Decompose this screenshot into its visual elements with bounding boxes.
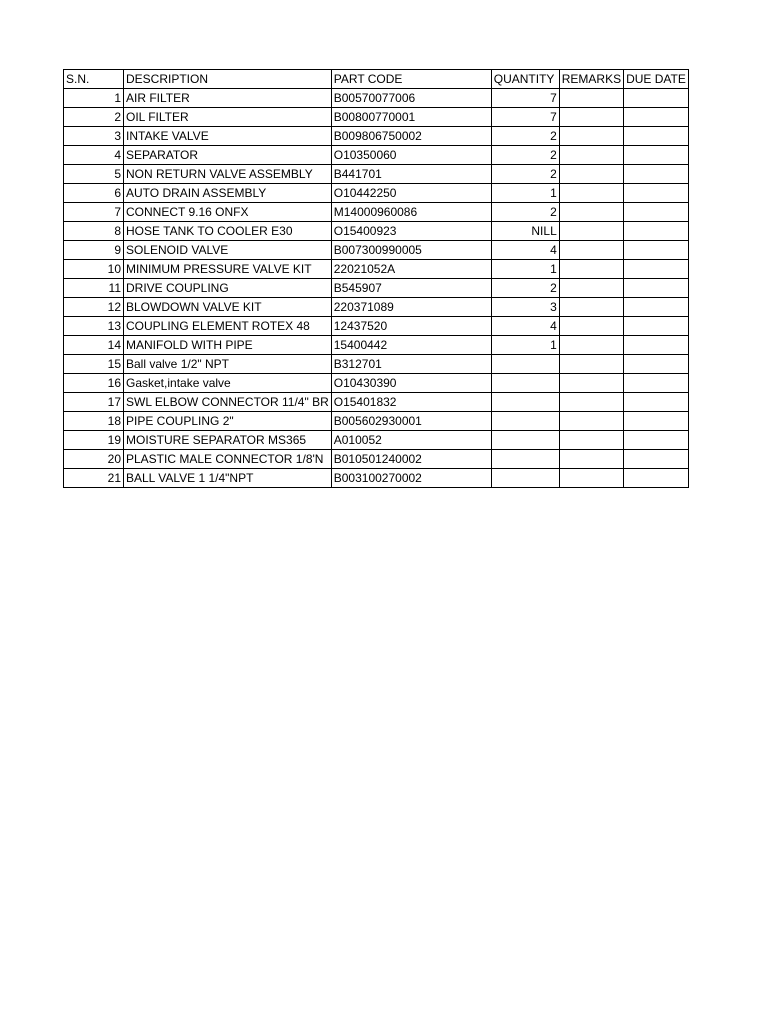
cell-sn[interactable]: 1 — [64, 89, 124, 108]
table-row — [64, 222, 689, 241]
cell-due-date[interactable] — [624, 431, 689, 450]
table-row — [64, 165, 689, 184]
table-row — [64, 260, 689, 279]
cell-remarks[interactable] — [559, 393, 623, 412]
cell-due-date[interactable] — [624, 203, 689, 222]
cell-quantity[interactable] — [491, 450, 559, 469]
cell-quantity[interactable]: 4 — [491, 241, 559, 260]
cell-description[interactable]: HOSE TANK TO COOLER E30 — [124, 222, 332, 241]
table-row — [64, 393, 689, 412]
cell-remarks[interactable] — [559, 89, 623, 108]
cell-remarks[interactable] — [559, 317, 623, 336]
cell-quantity[interactable]: 7 — [491, 108, 559, 127]
cell-description[interactable]: PLASTIC MALE CONNECTOR 1/8'N — [124, 450, 332, 469]
header-due-date[interactable]: DUE DATE — [624, 70, 689, 89]
cell-remarks[interactable] — [559, 165, 623, 184]
table-row — [64, 203, 689, 222]
cell-description[interactable]: PIPE COUPLING 2" — [124, 412, 332, 431]
cell-part-code[interactable]: O15400923 — [331, 222, 491, 241]
cell-due-date[interactable] — [624, 355, 689, 374]
cell-sn[interactable]: 8 — [64, 222, 124, 241]
cell-sn[interactable]: 7 — [64, 203, 124, 222]
cell-part-code[interactable]: O10442250 — [331, 184, 491, 203]
cell-due-date[interactable] — [624, 241, 689, 260]
cell-quantity[interactable]: 2 — [491, 127, 559, 146]
cell-due-date[interactable] — [624, 108, 689, 127]
cell-due-date[interactable] — [624, 127, 689, 146]
cell-quantity[interactable]: 3 — [491, 298, 559, 317]
cell-description[interactable]: COUPLING ELEMENT ROTEX 48 — [124, 317, 332, 336]
cell-remarks[interactable] — [559, 450, 623, 469]
table-row — [64, 317, 689, 336]
cell-part-code[interactable]: B009806750002 — [331, 127, 491, 146]
table-row — [64, 146, 689, 165]
cell-sn[interactable]: 9 — [64, 241, 124, 260]
cell-description[interactable]: MANIFOLD WITH PIPE — [124, 336, 332, 355]
cell-description[interactable]: AUTO DRAIN ASSEMBLY — [124, 184, 332, 203]
header-row — [64, 70, 689, 89]
cell-remarks[interactable] — [559, 184, 623, 203]
cell-due-date[interactable] — [624, 298, 689, 317]
cell-part-code[interactable]: M14000960086 — [331, 203, 491, 222]
cell-description[interactable]: Ball valve 1/2" NPT — [124, 355, 332, 374]
cell-quantity[interactable] — [491, 393, 559, 412]
cell-description[interactable]: MINIMUM PRESSURE VALVE KIT — [124, 260, 332, 279]
cell-description[interactable]: MOISTURE SEPARATOR MS365 — [124, 431, 332, 450]
cell-quantity[interactable]: 7 — [491, 89, 559, 108]
header-remarks[interactable]: REMARKS — [559, 70, 623, 89]
cell-quantity[interactable] — [491, 355, 559, 374]
cell-due-date[interactable] — [624, 450, 689, 469]
header-description[interactable]: DESCRIPTION — [124, 70, 332, 89]
cell-due-date[interactable] — [624, 469, 689, 488]
cell-due-date[interactable] — [624, 184, 689, 203]
cell-quantity[interactable]: 2 — [491, 279, 559, 298]
cell-part-code[interactable]: B003100270002 — [331, 469, 491, 488]
table-row — [64, 336, 689, 355]
cell-due-date[interactable] — [624, 222, 689, 241]
cell-quantity[interactable]: 4 — [491, 317, 559, 336]
cell-due-date[interactable] — [624, 279, 689, 298]
cell-quantity[interactable] — [491, 469, 559, 488]
cell-sn[interactable]: 3 — [64, 127, 124, 146]
parts-table — [63, 69, 689, 488]
table-body — [64, 89, 689, 488]
cell-remarks[interactable] — [559, 412, 623, 431]
cell-sn[interactable]: 11 — [64, 279, 124, 298]
cell-description[interactable]: OIL FILTER — [124, 108, 332, 127]
cell-sn[interactable]: 15 — [64, 355, 124, 374]
cell-remarks[interactable] — [559, 298, 623, 317]
cell-quantity[interactable] — [491, 431, 559, 450]
cell-remarks[interactable] — [559, 108, 623, 127]
cell-part-code[interactable]: B00800770001 — [331, 108, 491, 127]
cell-remarks[interactable] — [559, 203, 623, 222]
cell-description[interactable]: CONNECT 9.16 ONFX — [124, 203, 332, 222]
cell-quantity[interactable]: 1 — [491, 184, 559, 203]
cell-description[interactable]: SOLENOID VALVE — [124, 241, 332, 260]
cell-description[interactable]: SEPARATOR — [124, 146, 332, 165]
cell-quantity[interactable]: 2 — [491, 146, 559, 165]
table-row — [64, 279, 689, 298]
cell-sn[interactable]: 6 — [64, 184, 124, 203]
cell-due-date[interactable] — [624, 260, 689, 279]
cell-part-code[interactable]: 220371089 — [331, 298, 491, 317]
cell-part-code[interactable]: O10430390 — [331, 374, 491, 393]
table-row — [64, 450, 689, 469]
cell-description[interactable]: INTAKE VALVE — [124, 127, 332, 146]
cell-sn[interactable]: 13 — [64, 317, 124, 336]
cell-sn[interactable]: 20 — [64, 450, 124, 469]
table-row — [64, 89, 689, 108]
cell-description[interactable]: BLOWDOWN VALVE KIT — [124, 298, 332, 317]
cell-part-code[interactable]: 22021052A — [331, 260, 491, 279]
cell-part-code[interactable]: B005602930001 — [331, 412, 491, 431]
cell-part-code[interactable]: O15401832 — [331, 393, 491, 412]
cell-due-date[interactable] — [624, 336, 689, 355]
cell-description[interactable]: SWL ELBOW CONNECTOR 11/4" BR — [124, 393, 332, 412]
cell-quantity[interactable]: 1 — [491, 260, 559, 279]
table-row — [64, 374, 689, 393]
cell-description[interactable]: AIR FILTER — [124, 89, 332, 108]
cell-remarks[interactable] — [559, 127, 623, 146]
header-part-code[interactable]: PART CODE — [331, 70, 491, 89]
cell-part-code[interactable]: B312701 — [331, 355, 491, 374]
cell-remarks[interactable] — [559, 146, 623, 165]
cell-part-code[interactable]: A010052 — [331, 431, 491, 450]
cell-sn[interactable]: 17 — [64, 393, 124, 412]
header-quantity[interactable]: QUANTITY — [491, 70, 559, 89]
cell-sn[interactable]: 12 — [64, 298, 124, 317]
cell-remarks[interactable] — [559, 260, 623, 279]
cell-part-code[interactable]: 12437520 — [331, 317, 491, 336]
header-sn[interactable]: S.N. — [64, 70, 124, 89]
cell-sn[interactable]: 10 — [64, 260, 124, 279]
cell-part-code[interactable]: B00570077006 — [331, 89, 491, 108]
table-row — [64, 108, 689, 127]
cell-description[interactable]: NON RETURN VALVE ASSEMBLY — [124, 165, 332, 184]
cell-quantity[interactable]: NILL — [491, 222, 559, 241]
cell-description[interactable]: DRIVE COUPLING — [124, 279, 332, 298]
table-row — [64, 469, 689, 488]
cell-sn[interactable]: 19 — [64, 431, 124, 450]
cell-part-code[interactable]: B545907 — [331, 279, 491, 298]
table-row — [64, 412, 689, 431]
cell-sn[interactable]: 21 — [64, 469, 124, 488]
cell-description[interactable]: Gasket,intake valve — [124, 374, 332, 393]
table-row — [64, 298, 689, 317]
cell-remarks[interactable] — [559, 336, 623, 355]
cell-part-code[interactable]: B441701 — [331, 165, 491, 184]
cell-remarks[interactable] — [559, 279, 623, 298]
cell-description[interactable]: BALL VALVE 1 1/4"NPT — [124, 469, 332, 488]
table-row — [64, 355, 689, 374]
cell-quantity[interactable] — [491, 374, 559, 393]
cell-remarks[interactable] — [559, 355, 623, 374]
table-row — [64, 184, 689, 203]
cell-sn[interactable]: 4 — [64, 146, 124, 165]
cell-sn[interactable]: 2 — [64, 108, 124, 127]
cell-due-date[interactable] — [624, 317, 689, 336]
cell-part-code[interactable]: B010501240002 — [331, 450, 491, 469]
cell-part-code[interactable]: 15400442 — [331, 336, 491, 355]
cell-remarks[interactable] — [559, 469, 623, 488]
cell-remarks[interactable] — [559, 222, 623, 241]
cell-part-code[interactable]: O10350060 — [331, 146, 491, 165]
table-row — [64, 241, 689, 260]
cell-due-date[interactable] — [624, 374, 689, 393]
cell-due-date[interactable] — [624, 393, 689, 412]
cell-sn[interactable]: 5 — [64, 165, 124, 184]
cell-remarks[interactable] — [559, 431, 623, 450]
cell-due-date[interactable] — [624, 165, 689, 184]
cell-quantity[interactable]: 2 — [491, 165, 559, 184]
cell-due-date[interactable] — [624, 146, 689, 165]
cell-sn[interactable]: 14 — [64, 336, 124, 355]
cell-due-date[interactable] — [624, 89, 689, 108]
cell-due-date[interactable] — [624, 412, 689, 431]
spreadsheet-page — [63, 69, 689, 488]
cell-quantity[interactable] — [491, 412, 559, 431]
table-row — [64, 127, 689, 146]
cell-quantity[interactable]: 2 — [491, 203, 559, 222]
cell-part-code[interactable]: B007300990005 — [331, 241, 491, 260]
cell-sn[interactable]: 18 — [64, 412, 124, 431]
cell-remarks[interactable] — [559, 241, 623, 260]
cell-remarks[interactable] — [559, 374, 623, 393]
cell-sn[interactable]: 16 — [64, 374, 124, 393]
cell-quantity[interactable]: 1 — [491, 336, 559, 355]
table-row — [64, 431, 689, 450]
